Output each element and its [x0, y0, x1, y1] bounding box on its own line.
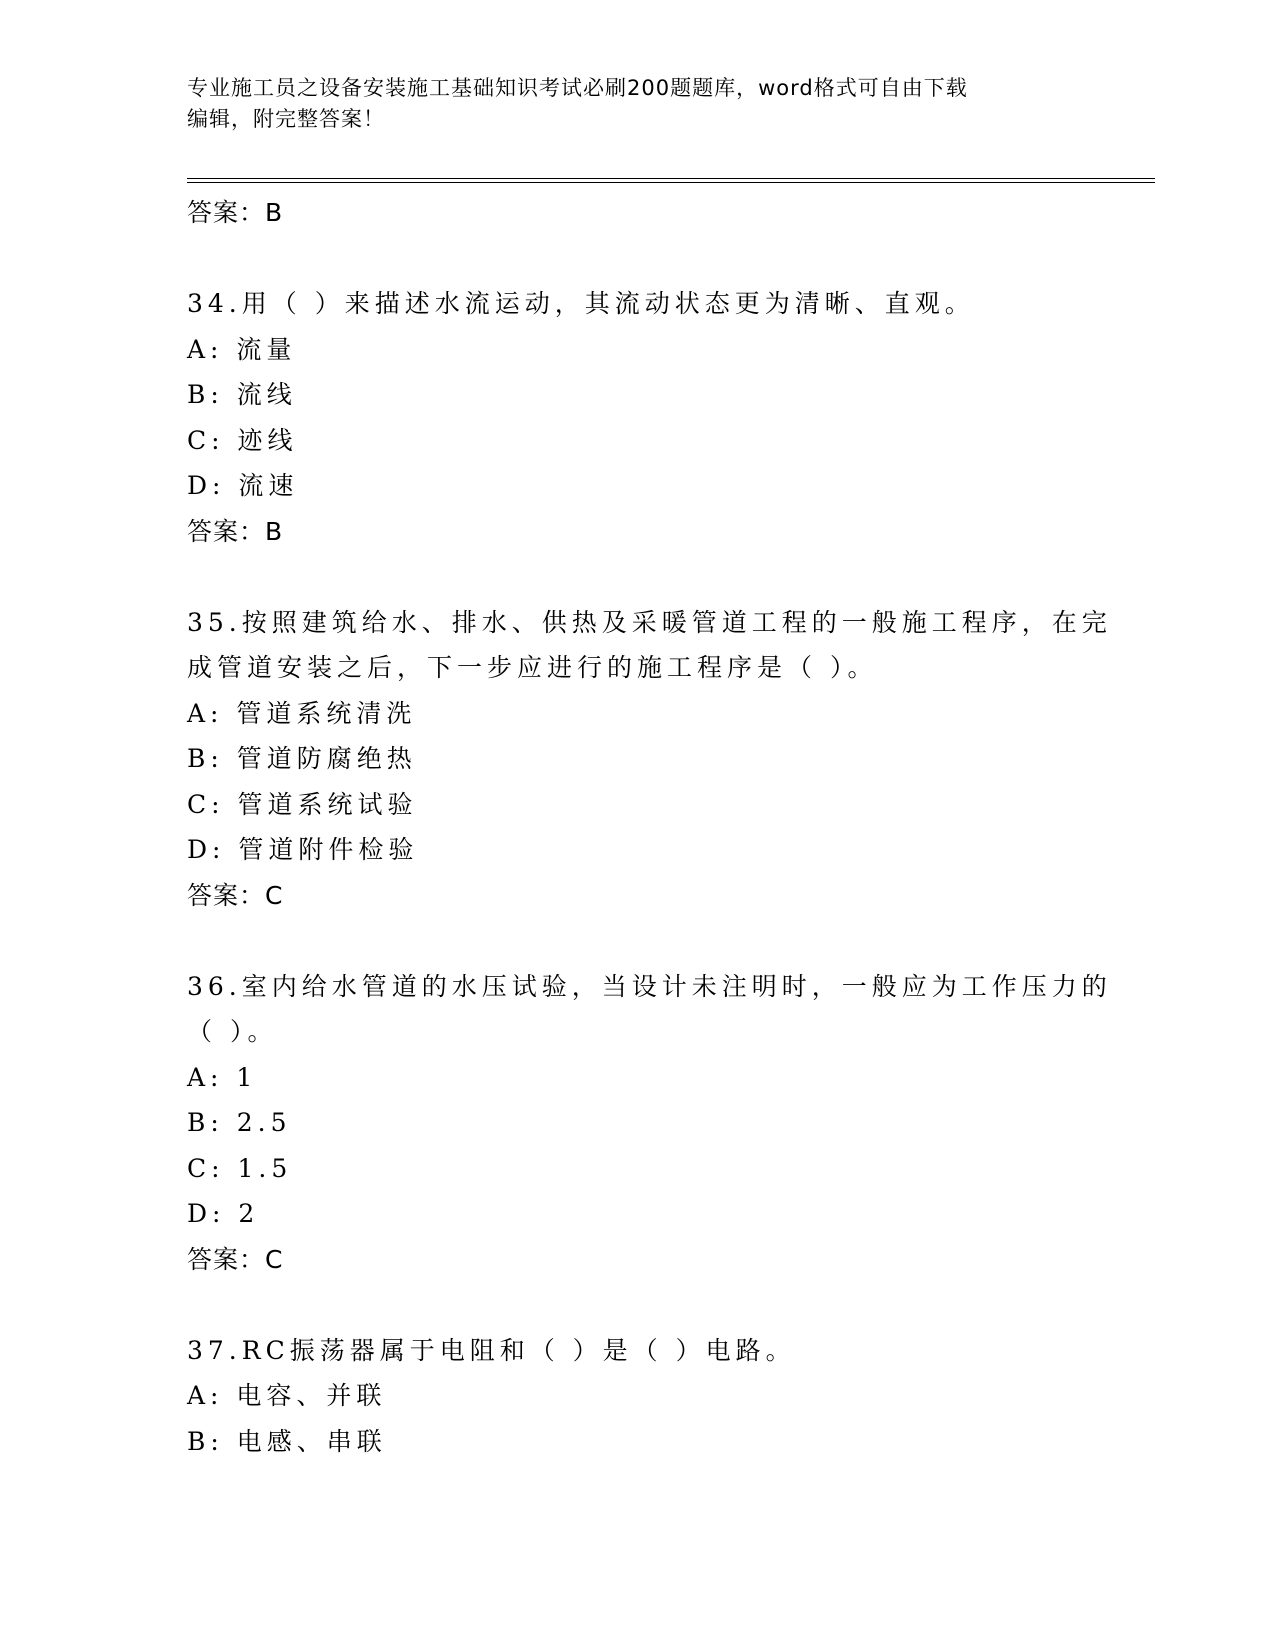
spacer [187, 236, 1087, 282]
option-c: C: 1.5 [187, 1153, 293, 1183]
header-line-2: 编辑，附完整答案！ [187, 107, 385, 131]
header-divider-bottom [187, 182, 1155, 183]
header-line-1: 专业施工员之设备安装施工基础知识考试必刷200题题库，word格式可自由下载 [187, 76, 968, 100]
question-stem: 37.RC振荡器属于电阻和（ ）是（ ）电路。 [187, 1335, 796, 1365]
spacer [187, 918, 1087, 964]
question-stem: 36.室内给水管道的水压试验，当设计未注明时，一般应为工作压力的 [187, 971, 1112, 1001]
answer-line: 答案：C [187, 1244, 284, 1274]
question-list [187, 190, 1112, 1464]
option-b: B: 流线 [187, 380, 297, 409]
question-stem: 35.按照建筑给水、排水、供热及采暖管道工程的一般施工程序，在完 [187, 607, 1112, 637]
option-a: A: 电容、并联 [187, 1381, 387, 1410]
option-b: B: 管道防腐绝热 [187, 744, 417, 773]
option-d: D: 管道附件检验 [187, 835, 419, 864]
option-c: C: 管道系统试验 [187, 789, 418, 819]
answer-line: 答案：B [187, 516, 284, 546]
spacer [187, 554, 1087, 600]
document-header [187, 73, 1087, 135]
question-34 [187, 281, 1087, 554]
option-d: D: 流速 [187, 471, 299, 500]
option-a: A: 管道系统清洗 [187, 698, 417, 728]
option-d: D: 2 [187, 1199, 260, 1228]
question-stem: （ ）。 [187, 1017, 278, 1046]
option-a: A: 1 [187, 1062, 258, 1092]
answer-line: 答案：C [187, 880, 284, 910]
answer-line: 答案：B [187, 198, 284, 227]
question-35 [187, 600, 1112, 919]
option-a: A: 流量 [187, 334, 297, 364]
option-b: B: 电感、串联 [187, 1426, 387, 1456]
spacer [187, 1282, 1087, 1328]
option-c: C: 迹线 [187, 425, 298, 455]
header-divider-top [187, 178, 1155, 179]
question-37 [187, 1328, 1087, 1465]
question-stem: 34.用（ ）来描述水流运动，其流动状态更为清晰、直观。 [187, 289, 975, 318]
question-36 [187, 964, 1112, 1283]
question-stem: 成管道安装之后，下一步应进行的施工程序是（ ）。 [187, 653, 878, 682]
option-b: B: 2.5 [187, 1108, 292, 1137]
